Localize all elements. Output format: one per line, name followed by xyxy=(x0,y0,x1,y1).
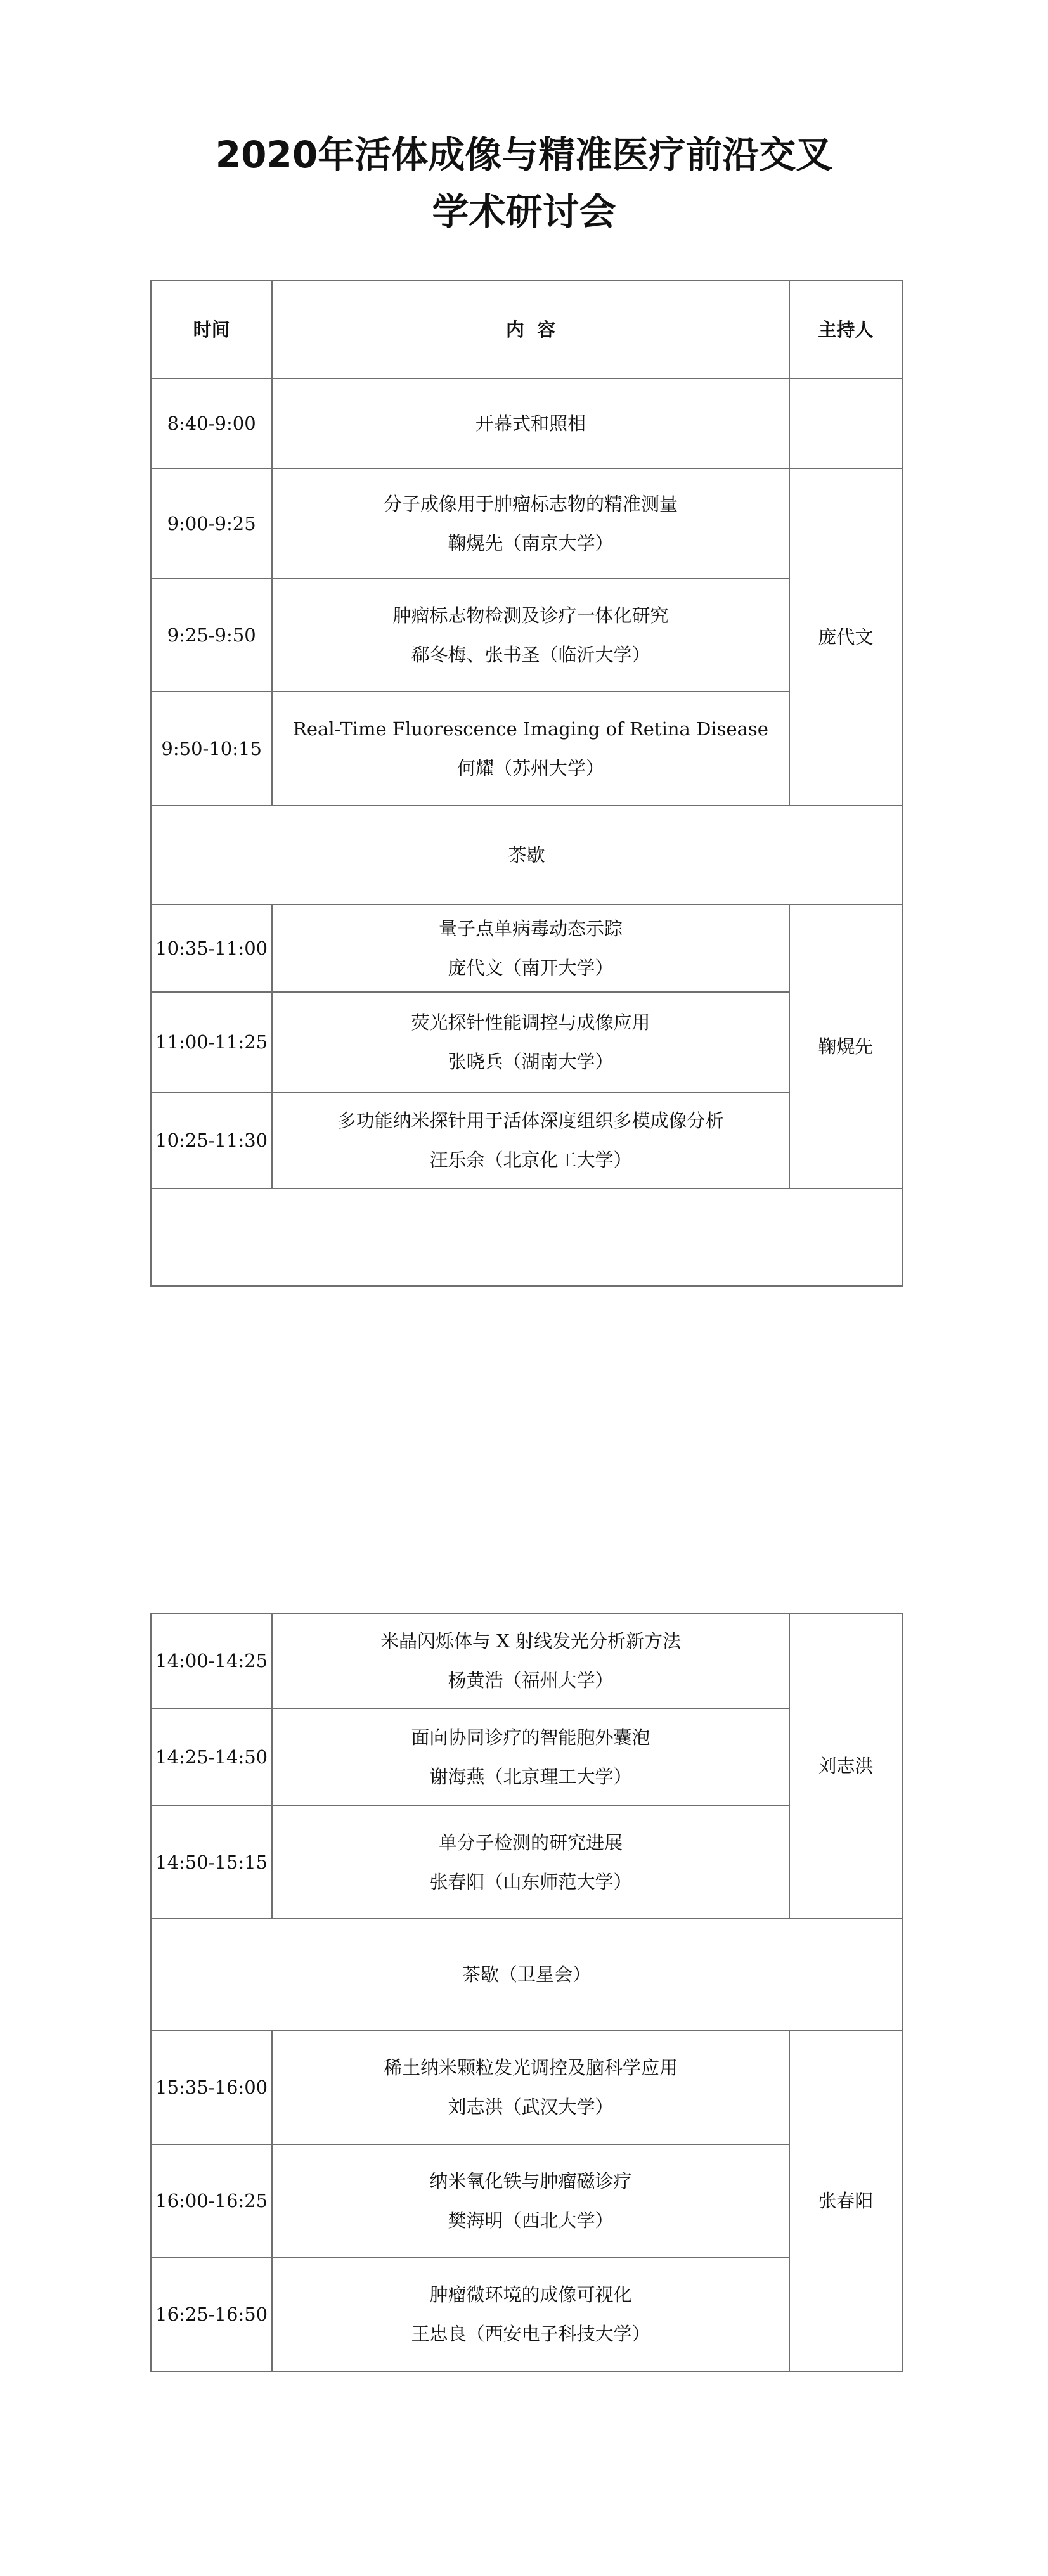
talk-title: 单分子检测的研究进展 xyxy=(438,1832,623,1853)
talk-speaker: 张春阳（山东师范大学） xyxy=(429,1871,632,1893)
content-cell xyxy=(272,1092,789,1188)
table-row xyxy=(151,2030,902,2144)
talk-speaker: 郗冬梅、张书圣（临沂大学） xyxy=(411,644,650,666)
table-row xyxy=(151,1613,902,1708)
morning-schedule-table xyxy=(150,280,903,1287)
time-cell: 15:35-16:00 xyxy=(151,2030,272,2144)
table-header-row xyxy=(151,281,902,378)
content-cell xyxy=(272,905,789,992)
content-cell xyxy=(272,1708,789,1806)
time-cell: 14:50-15:15 xyxy=(151,1806,272,1919)
session-host-cell: 刘志洪 xyxy=(789,1613,902,1919)
table-row-opening xyxy=(151,378,902,468)
time-cell: 14:25-14:50 xyxy=(151,1708,272,1806)
time-cell: 9:00-9:25 xyxy=(151,468,272,579)
time-cell: 9:25-9:50 xyxy=(151,579,272,692)
table-row-empty xyxy=(151,1188,902,1286)
content-cell xyxy=(272,579,789,692)
break-cell: 茶歇 xyxy=(151,806,902,905)
time-cell: 10:25-11:30 xyxy=(151,1092,272,1188)
page-title-line-1: 2020年活体成像与精准医疗前沿交叉 xyxy=(215,133,833,176)
talk-speaker: 刘志洪（武汉大学） xyxy=(448,2096,614,2118)
table-row-break xyxy=(151,1919,902,2030)
afternoon-schedule-table xyxy=(150,1613,903,2372)
header-content: 内 容 xyxy=(272,281,789,378)
talk-title: 多功能纳米探针用于活体深度组织多模成像分析 xyxy=(337,1110,724,1131)
content-cell xyxy=(272,692,789,806)
header-time: 时间 xyxy=(151,281,272,378)
talk-speaker: 庞代文（南开大学） xyxy=(448,957,614,979)
talk-title: 肿瘤微环境的成像可视化 xyxy=(429,2284,632,2305)
time-cell: 10:35-11:00 xyxy=(151,905,272,992)
content-cell xyxy=(272,2144,789,2257)
talk-title: 量子点单病毒动态示踪 xyxy=(438,918,623,939)
talk-title: Real-Time Fluorescence Imaging of Retina Disease xyxy=(293,718,768,740)
time-cell: 16:25-16:50 xyxy=(151,2257,272,2371)
content-cell xyxy=(272,992,789,1092)
session-host-cell: 鞠熀先 xyxy=(789,905,902,1188)
time-cell: 8:40-9:00 xyxy=(151,378,272,468)
page-title-line-2: 学术研讨会 xyxy=(432,190,616,233)
content-cell xyxy=(272,1613,789,1708)
talk-speaker: 谢海燕（北京理工大学） xyxy=(429,1766,632,1787)
talk-title: 分子成像用于肿瘤标志物的精准测量 xyxy=(383,493,678,515)
content-cell xyxy=(272,2030,789,2144)
talk-speaker: 王忠良（西安电子科技大学） xyxy=(411,2323,650,2345)
session-host-cell: 庞代文 xyxy=(789,468,902,806)
content-cell xyxy=(272,1806,789,1919)
talk-title: 面向协同诊疗的智能胞外囊泡 xyxy=(411,1727,650,1748)
table-row xyxy=(151,905,902,992)
talk-title: 米晶闪烁体与 X 射线发光分析新方法 xyxy=(380,1630,682,1652)
empty-cell xyxy=(151,1188,902,1286)
content-cell: 开幕式和照相 xyxy=(272,378,789,468)
talk-speaker: 何耀（苏州大学） xyxy=(456,757,604,779)
content-cell xyxy=(272,468,789,579)
talk-title: 纳米氧化铁与肿瘤磁诊疗 xyxy=(429,2170,632,2192)
talk-speaker: 张晓兵（湖南大学） xyxy=(448,1051,614,1072)
talk-speaker: 杨黄浩（福州大学） xyxy=(448,1670,614,1691)
table-row-break xyxy=(151,806,902,905)
talk-title: 稀土纳米颗粒发光调控及脑科学应用 xyxy=(383,2057,678,2078)
session-host-cell: 张春阳 xyxy=(789,2030,902,2371)
time-cell: 14:00-14:25 xyxy=(151,1613,272,1708)
time-cell: 16:00-16:25 xyxy=(151,2144,272,2257)
break-cell: 茶歇（卫星会） xyxy=(151,1919,902,2030)
talk-speaker: 樊海明（西北大学） xyxy=(448,2210,614,2231)
talk-speaker: 汪乐余（北京化工大学） xyxy=(429,1149,632,1171)
table-row xyxy=(151,468,902,579)
talk-speaker: 鞠熀先（南京大学） xyxy=(448,532,614,554)
talk-title: 荧光探针性能调控与成像应用 xyxy=(411,1012,650,1033)
time-cell: 9:50-10:15 xyxy=(151,692,272,806)
header-host: 主持人 xyxy=(789,281,902,378)
content-cell xyxy=(272,2257,789,2371)
talk-title: 肿瘤标志物检测及诊疗一体化研究 xyxy=(392,605,669,626)
time-cell: 11:00-11:25 xyxy=(151,992,272,1092)
host-cell xyxy=(789,378,902,468)
